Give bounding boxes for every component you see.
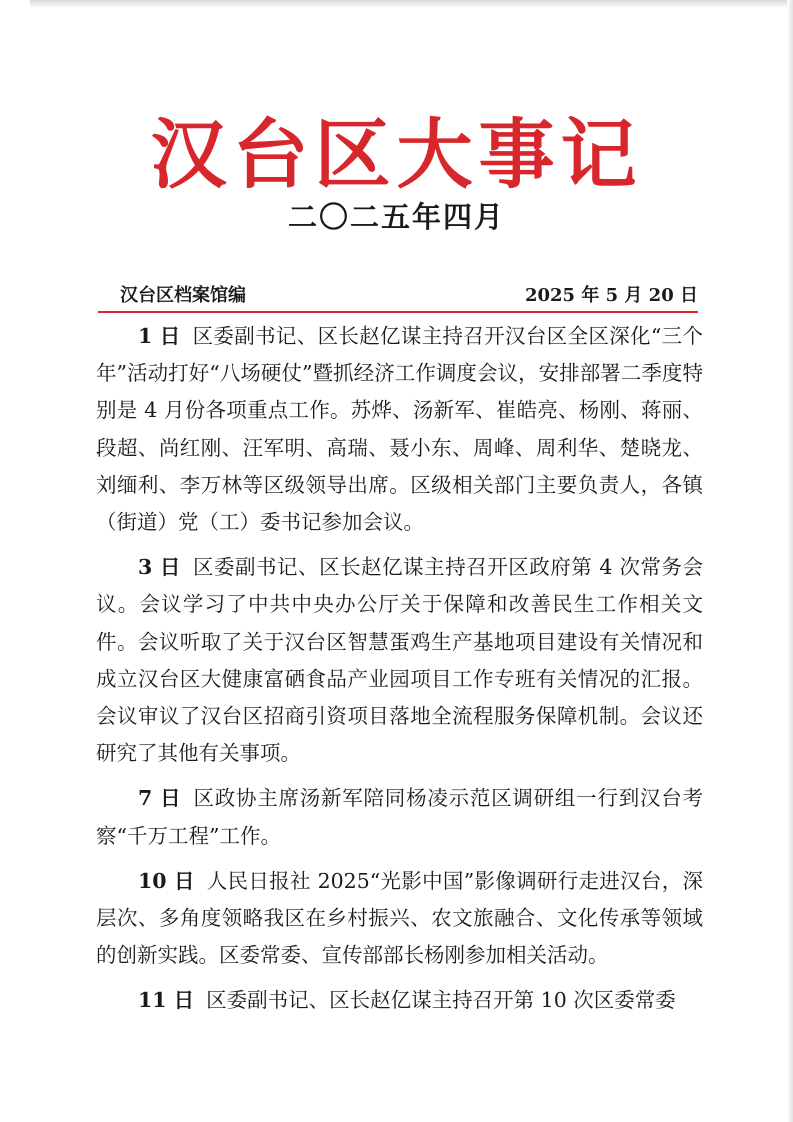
- entry-text: 区委副书记、区长赵亿谋主持召开第 10 次区委常委: [206, 988, 676, 1013]
- issue-subtitle: 二〇二五年四月: [287, 200, 505, 234]
- entry-text: 区委副书记、区长赵亿谋主持召开区政府第 4 次常务会议。会议学习了中共中央办公厅关于保障和改善民生工作相关文件。会议听取了关于汉台区智慧蛋鸡生产基地项目建设有关情况和成立汉台区大健康富硒食品产业园项目工作专班有关情况的汇报。会议审议了汉台区招商引资项目落地全流程服务保障机制。会议还研究了其他有关事项。: [96, 555, 704, 766]
- entry-day: 7 日: [138, 786, 182, 811]
- entry-day: 10 日: [138, 868, 195, 893]
- entry-text: 区政协主席汤新军陪同杨凌示范区调研组一行到汉台考察“千万工程”工作。: [96, 786, 704, 848]
- header-rule: [98, 311, 698, 313]
- entry-3: [96, 780, 703, 854]
- scan-edge-top: [30, 0, 793, 8]
- entry-text: 人民日报社 2025“光影中国”影像调研行走进汉台，深层次、多角度领略我区在乡村振兴、农文旅融合、文化传承等领域的创新实践。区委常委、宣传部部长杨刚参加相关活动。: [96, 868, 703, 968]
- entry-text: 区委副书记、区长赵亿谋主持召开汉台区全区深化“三个年”活动打好“八场硬仗”暨抓经济工作调度会议，安排部署二季度特别是 4 月份各项重点工作。苏烨、汤新军、崔皓亮、杨刚、蒋丽、段超、尚红刚、汪军明、高瑞、聂小东、周峰、周利华、楚晓龙、刘缅利、李万林等区级领导出席。区级相关部门主要负责人，各镇（街道）党（工）委书记参加会议。: [96, 324, 704, 535]
- entry-day: 1 日: [138, 324, 181, 348]
- publish-date: 2025 年 5 月 20 日: [524, 285, 698, 306]
- entry-1: [96, 318, 703, 541]
- entry-5: [96, 982, 703, 1019]
- chronicle-content: [96, 318, 703, 1028]
- entry-4: [96, 863, 703, 975]
- entry-day: 3 日: [138, 555, 181, 580]
- masthead-title: 汉台区大事记: [150, 110, 643, 199]
- entry-day: 11 日: [138, 988, 195, 1013]
- editor-row: [98, 283, 698, 309]
- editor-org: 汉台区档案馆编: [120, 285, 246, 306]
- entry-2: [96, 549, 703, 772]
